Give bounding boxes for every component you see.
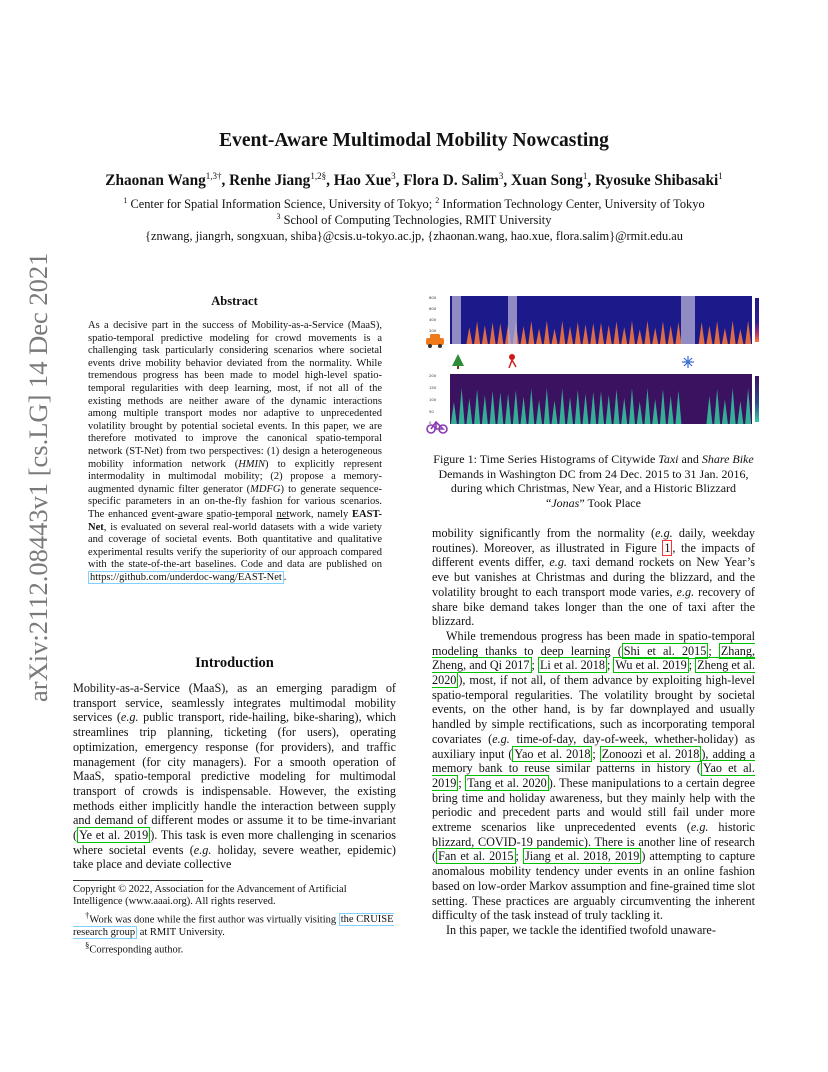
author-emails: {znwang, jiangrh, songxuan, shiba}@csis.u-tokyo.ac.jp, {zhaonan.wang, hao.xue, flora.salim}@rmit.edu.au (145, 229, 683, 243)
author: Flora D. Salim$^3$ (403, 171, 504, 190)
author: Hao Xue$^3$ (333, 171, 396, 190)
bike-y-tick: 150 (429, 385, 437, 390)
new-year-band (508, 296, 517, 344)
firework-icon (509, 354, 516, 368)
citation-link[interactable]: Li et al. 2018 (539, 658, 605, 673)
citation-link[interactable]: Yao et al. 2018 (514, 746, 591, 761)
footnote-corresponding: §Corresponding author. (85, 940, 184, 956)
taxi-colorbar (755, 298, 759, 342)
citation-link[interactable]: Wu et al. 2019 (615, 658, 687, 673)
taxi-y-tick: 200 (429, 328, 437, 333)
figure-reference-link[interactable]: 1 (664, 540, 671, 555)
citation-link[interactable]: Zonoozi et al. 2018 (601, 746, 700, 761)
footnote-divider (73, 880, 203, 881)
taxi-y-tick: 600 (429, 306, 437, 311)
paragraph: In this paper, we tackle the identified twofold unaware- (446, 922, 716, 937)
author: Renhe Jiang$^{1,2\S}$ (229, 171, 327, 190)
affiliation-line-1: $^1$ Center for Spatial Information Science, University of Tokyo; $^2$ Information Technology Center, University of Tokyo (123, 196, 705, 212)
bike-y-tick: 100 (429, 397, 437, 402)
bike-y-tick: 0 (429, 420, 432, 425)
arxiv-identifier: arXiv:2112.08443v1 [cs.LG] 14 Dec 2021 (23, 252, 53, 702)
introduction-paragraph: Mobility-as-a-Service (MaaS), as an emerging paradigm of transport service, seamlessly integrates multimodal mobility services (e.g. public transport, ride-hailing, bike-sharing), which streamlines trip planning, ticketing (for users), operating optimization, emergency response (for providers), and traffic management (for city managers). For a smooth operation of MaaS, spatio-temporal predictive modeling for multimodal transport of crowds is indispensable. However, the existing methods either implicitly handle the interaction between supply and demand of different modes or assume it to be time-invariant ( Ye et al. 2019 ). This task is even more challenging in scenarios where societal events (e.g. holiday, severe weather, epidemic) take place and deviate collective (73, 681, 397, 872)
author: Xuan Song$^1$ (511, 171, 588, 190)
figure-1-caption: Figure 1: Time Series Histograms of Citywide Taxi and Share Bike Demands in Washington DC from 24 Dec. 2015 to 31 Jan. 2016, during which Christmas, New Year, and a Historic Blizzard “Jonas” Took Place (433, 452, 754, 510)
paragraph: While tremendous progress has been made in spatio-temporal modeling thanks to deep learning ( Shi et al. 2015 ; Zhang, Zheng, and Qi 2017 ; Li et al. 2018 ; Wu et al. 2019 ; Zheng et al. 2020 ), most, if not all, of them advance by exploiting high-level spatio-temporal regularities. The volatility brought by societal events, on the other hand, is by far downplayed and usually handled by simple rectifications, such as incorporating temporal covariates (e.g. time-of-day, day-of-week, whether-holiday) as auxiliary input ( Yao et al. 2018 ; Zonoozi et al. 2018 ), adding a memory bank to reuse similar patterns in history ( Yao et al. 2019 ; Tang et al. 2020 ). These manipulations to a certain degree bring time and holiday awareness, but they mainly help with the periodic and precedent parts and would still fail under more extreme scenarios like unprecedented events (e.g. historic blizzard, COVID-19 pandemic). There is another line of research ( Fan et al. 2015 ; Jiang et al. 2018, 2019 ) attempting to capture anomalous mobility tendency under events in an online fashion based on low-order Markov assumption and fine-grained time slot setting. These practices are arguably circumventing the inherent difficulty of the task instead of truly tackling it. (432, 628, 756, 923)
bike-y-tick: 50 (429, 409, 434, 414)
paper-title: Event-Aware Multimodal Mobility Nowcasting (219, 130, 609, 151)
citation-link[interactable]: Yao et al. 2019 (432, 761, 755, 790)
introduction-heading: Introduction (195, 655, 274, 671)
christmas-band (452, 296, 461, 344)
bike-y-tick: 200 (429, 373, 437, 378)
footnotes (73, 884, 396, 957)
citation-link[interactable]: Zheng et al. 2020 (432, 658, 756, 688)
citation-link[interactable]: Ye et al. 2019 (79, 828, 149, 843)
right-column-text (432, 526, 755, 938)
snowflake-icon (682, 356, 694, 368)
author: Zhaonan Wang$^{1,3\dagger}$ (105, 171, 222, 190)
taxi-y-tick: 400 (429, 317, 437, 322)
copyright-notice: Copyright © 2022, Association for the Advancement of Artificial Intelligence (www.aaai.org). All rights reserved. (73, 884, 347, 908)
taxi-y-tick: 800 (429, 295, 437, 300)
taxi-car-icon (426, 334, 444, 348)
paragraph: mobility significantly from the normality (e.g. daily, weekday routines). Moreover, as illustrated in Figure 1 , the impacts of different events differ, e.g. taxi demand rockets on New Year’s eve but vanishes at Christmas and during the blizzard, and the volatility brought to each transport mode varies, e.g. recovery of share bike demand takes longer than the one of taxi after the blizzard. (432, 526, 755, 629)
bike-colorbar (755, 376, 759, 422)
abstract-body: As a decisive part in the success of Mobility-as-a-Service (MaaS), spatio-temporal predictive modeling for crowd movements is a challenging task particularly considering scenarios where societal events drive mobility behavior deviated from the normality. While tremendous progress has been made to model high-level spatio-temporal regularities with deep learning, most, if not all of the existing methods are neither aware of the dynamic interactions among multiple transport modes nor adaptive to unprecedented volatility brought by potential societal events. In this paper, we are therefore motivated to improve the canonical spatio-temporal network (ST-Net) from two perspectives: (1) design a heterogeneous mobility information network (HMIN) to explicitly represent intermodality in multimodal mobility; (2) propose a memory-augmented dynamic filter generator (MDFG) to generate sequence-specific parameters in an on-the-fly fashion for various scenarios. The enhanced event-aware spatio-temporal network, namely EAST-Net, is evaluated on several real-world datasets with a wide variety and coverage of societal events. Both quantitative and qualitative experimental results verify the superiority of our approach compared with the state-of-the-art baselines. Code and data are published on https://github.com/underdoc-wang/EAST-Net . (88, 320, 382, 583)
code-link[interactable]: https://github.com/underdoc-wang/EAST-Net (90, 571, 282, 583)
christmas-tree-icon (452, 354, 464, 369)
author-list: Zhaonan Wang$^{1,3\dagger}$, Renhe Jiang$^{1,2\S}$, Hao Xue$^3$, Flora D. Salim$^3$, Xuan Song$^1$, Ryosuke Shibasaki$^1$ (105, 171, 723, 190)
footnote-dagger: †Work was done while the first author was virtually visiting the CRUISE research group at RMIT University. (73, 909, 394, 938)
author: Ryosuke Shibasaki$^1$ (595, 171, 723, 190)
figure-1-histograms (424, 292, 768, 442)
cruise-group-link[interactable]: the CRUISE research group (73, 914, 394, 938)
citation-link[interactable]: Zhang, Zheng, and Qi 2017 (432, 643, 755, 673)
citation-link[interactable]: Shi et al. 2015 (623, 643, 707, 658)
abstract-heading: Abstract (211, 294, 258, 308)
citation-link[interactable]: Jiang et al. 2018, 2019 (524, 849, 640, 864)
affiliation-line-2: $^3$ School of Computing Technologies, RMIT University (276, 212, 552, 228)
citation-link[interactable]: Fan et al. 2015 (438, 849, 514, 864)
citation-link[interactable]: Tang et al. 2020 (467, 775, 547, 790)
blizzard-band (681, 296, 695, 344)
